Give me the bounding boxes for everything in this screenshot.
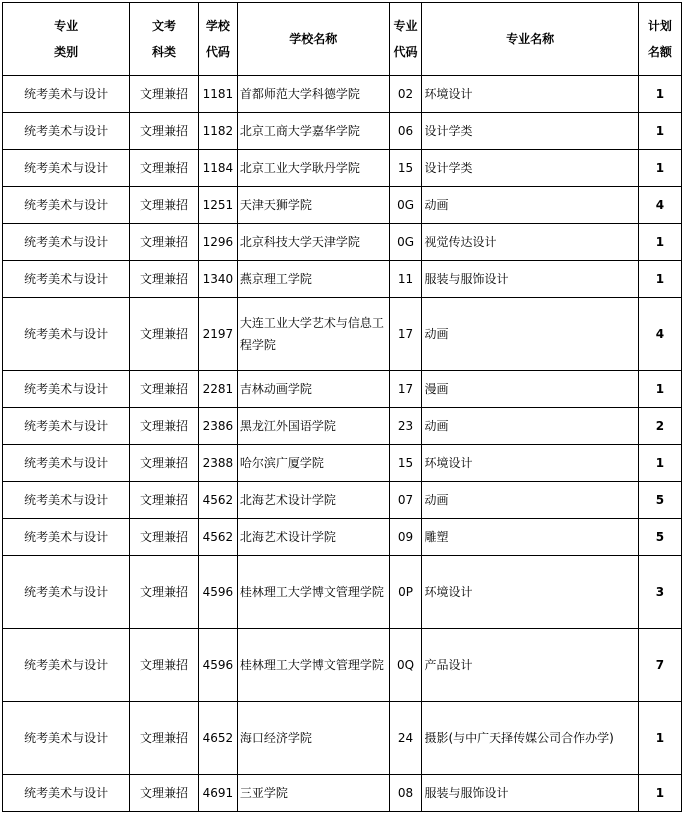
cell-quota: 1 [638, 150, 681, 187]
cell-school-name: 桂林理工大学博文管理学院 [237, 629, 389, 702]
cell-school-name: 吉林动画学院 [237, 371, 389, 408]
cell-major-name: 动画 [422, 482, 638, 519]
cell-major-code: 02 [389, 76, 422, 113]
cell-school-name: 燕京理工学院 [237, 261, 389, 298]
cell-school-name: 三亚学院 [237, 775, 389, 812]
cell-school-name: 黑龙江外国语学院 [237, 408, 389, 445]
cell-quota: 1 [638, 113, 681, 150]
cell-school-code: 4562 [198, 519, 237, 556]
cell-major-code: 09 [389, 519, 422, 556]
cell-major-name: 视觉传达设计 [422, 224, 638, 261]
cell-major-code: 0G [389, 224, 422, 261]
header-quota-text: 计划 名额 [647, 19, 672, 59]
cell-quota: 1 [638, 261, 681, 298]
cell-school-name: 北海艺术设计学院 [237, 519, 389, 556]
cell-major-name: 环境设计 [422, 76, 638, 113]
header-school-name [237, 3, 389, 76]
cell-school-name: 大连工业大学艺术与信息工程学院 [237, 298, 389, 371]
header-subject-text: 文考 科类 [152, 19, 177, 59]
table-row [3, 408, 682, 445]
cell-major-code: 23 [389, 408, 422, 445]
cell-subject: 文理兼招 [130, 629, 199, 702]
header-category-text: 专业 类别 [54, 19, 79, 59]
cell-category: 统考美术与设计 [3, 261, 130, 298]
header-school-code-text: 学校 代码 [205, 19, 230, 59]
table-row [3, 775, 682, 812]
cell-subject: 文理兼招 [130, 556, 199, 629]
cell-major-name: 雕塑 [422, 519, 638, 556]
cell-subject: 文理兼招 [130, 702, 199, 775]
cell-major-name: 环境设计 [422, 556, 638, 629]
cell-major-name: 动画 [422, 187, 638, 224]
cell-school-code: 1340 [198, 261, 237, 298]
cell-quota: 4 [638, 187, 681, 224]
table-row [3, 76, 682, 113]
cell-school-code: 1181 [198, 76, 237, 113]
cell-school-name: 首都师范大学科德学院 [237, 76, 389, 113]
cell-subject: 文理兼招 [130, 519, 199, 556]
cell-quota: 1 [638, 775, 681, 812]
cell-quota: 1 [638, 445, 681, 482]
table-row [3, 702, 682, 775]
cell-subject: 文理兼招 [130, 445, 199, 482]
table-row [3, 371, 682, 408]
cell-category: 统考美术与设计 [3, 187, 130, 224]
table-row [3, 298, 682, 371]
cell-quota: 1 [638, 371, 681, 408]
cell-category: 统考美术与设计 [3, 224, 130, 261]
cell-category: 统考美术与设计 [3, 150, 130, 187]
cell-major-code: 24 [389, 702, 422, 775]
cell-quota: 1 [638, 76, 681, 113]
cell-category: 统考美术与设计 [3, 408, 130, 445]
table-row [3, 629, 682, 702]
header-school-name-text: 学校名称 [289, 32, 338, 46]
cell-subject: 文理兼招 [130, 113, 199, 150]
cell-quota: 5 [638, 519, 681, 556]
cell-major-code: 17 [389, 298, 422, 371]
cell-category: 统考美术与设计 [3, 519, 130, 556]
cell-category: 统考美术与设计 [3, 298, 130, 371]
cell-school-code: 4596 [198, 629, 237, 702]
cell-school-code: 1182 [198, 113, 237, 150]
cell-school-code: 4596 [198, 556, 237, 629]
cell-major-code: 15 [389, 445, 422, 482]
cell-school-code: 1296 [198, 224, 237, 261]
cell-subject: 文理兼招 [130, 482, 199, 519]
cell-major-name: 服装与服饰设计 [422, 775, 638, 812]
cell-subject: 文理兼招 [130, 261, 199, 298]
cell-subject: 文理兼招 [130, 775, 199, 812]
cell-major-code: 0G [389, 187, 422, 224]
cell-quota: 7 [638, 629, 681, 702]
table-row [3, 445, 682, 482]
cell-category: 统考美术与设计 [3, 702, 130, 775]
cell-major-code: 17 [389, 371, 422, 408]
cell-category: 统考美术与设计 [3, 775, 130, 812]
cell-subject: 文理兼招 [130, 298, 199, 371]
admission-plan-table [2, 2, 682, 812]
cell-major-name: 设计学类 [422, 113, 638, 150]
header-school-code [198, 3, 237, 76]
header-major-code [389, 3, 422, 76]
cell-subject: 文理兼招 [130, 187, 199, 224]
cell-quota: 2 [638, 408, 681, 445]
table-row [3, 261, 682, 298]
cell-school-name: 海口经济学院 [237, 702, 389, 775]
cell-school-code: 4562 [198, 482, 237, 519]
cell-quota: 5 [638, 482, 681, 519]
cell-subject: 文理兼招 [130, 76, 199, 113]
cell-major-name: 动画 [422, 298, 638, 371]
cell-school-code: 2388 [198, 445, 237, 482]
cell-subject: 文理兼招 [130, 224, 199, 261]
cell-school-code: 4652 [198, 702, 237, 775]
cell-quota: 4 [638, 298, 681, 371]
cell-school-code: 1184 [198, 150, 237, 187]
cell-category: 统考美术与设计 [3, 113, 130, 150]
cell-school-name: 哈尔滨广厦学院 [237, 445, 389, 482]
cell-school-code: 2281 [198, 371, 237, 408]
cell-major-code: 06 [389, 113, 422, 150]
cell-major-name: 环境设计 [422, 445, 638, 482]
cell-major-name: 服装与服饰设计 [422, 261, 638, 298]
cell-school-name: 北海艺术设计学院 [237, 482, 389, 519]
cell-major-name: 产品设计 [422, 629, 638, 702]
cell-category: 统考美术与设计 [3, 371, 130, 408]
cell-category: 统考美术与设计 [3, 482, 130, 519]
header-major-name [422, 3, 638, 76]
cell-major-name: 设计学类 [422, 150, 638, 187]
cell-subject: 文理兼招 [130, 408, 199, 445]
cell-category: 统考美术与设计 [3, 556, 130, 629]
cell-school-code: 2197 [198, 298, 237, 371]
cell-category: 统考美术与设计 [3, 445, 130, 482]
table-row [3, 113, 682, 150]
cell-school-name: 桂林理工大学博文管理学院 [237, 556, 389, 629]
header-subject [130, 3, 199, 76]
header-major-name-text: 专业名称 [506, 32, 555, 46]
cell-major-code: 07 [389, 482, 422, 519]
cell-school-name: 北京工商大学嘉华学院 [237, 113, 389, 150]
cell-major-code: 0Q [389, 629, 422, 702]
cell-major-name: 漫画 [422, 371, 638, 408]
table-row [3, 150, 682, 187]
cell-category: 统考美术与设计 [3, 629, 130, 702]
header-row [3, 3, 682, 76]
cell-quota: 1 [638, 702, 681, 775]
cell-school-name: 天津天狮学院 [237, 187, 389, 224]
header-quota [638, 3, 681, 76]
cell-school-code: 2386 [198, 408, 237, 445]
cell-school-code: 1251 [198, 187, 237, 224]
table-row [3, 224, 682, 261]
cell-quota: 3 [638, 556, 681, 629]
cell-major-name: 摄影(与中广天择传媒公司合作办学) [422, 702, 638, 775]
cell-school-name: 北京科技大学天津学院 [237, 224, 389, 261]
cell-major-code: 08 [389, 775, 422, 812]
table-row [3, 556, 682, 629]
cell-subject: 文理兼招 [130, 150, 199, 187]
cell-quota: 1 [638, 224, 681, 261]
header-category [3, 3, 130, 76]
cell-major-code: 11 [389, 261, 422, 298]
cell-major-code: 0P [389, 556, 422, 629]
cell-category: 统考美术与设计 [3, 76, 130, 113]
cell-major-name: 动画 [422, 408, 638, 445]
table-row [3, 482, 682, 519]
header-major-code-text: 专业 代码 [393, 19, 418, 59]
cell-major-code: 15 [389, 150, 422, 187]
cell-school-name: 北京工业大学耿丹学院 [237, 150, 389, 187]
cell-school-code: 4691 [198, 775, 237, 812]
table-row [3, 187, 682, 224]
cell-subject: 文理兼招 [130, 371, 199, 408]
table-body [3, 76, 682, 812]
table-row [3, 519, 682, 556]
